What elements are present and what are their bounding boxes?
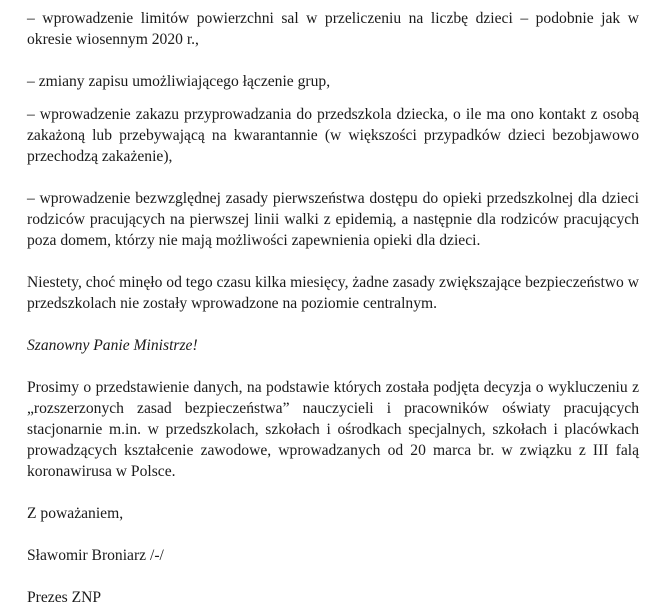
bullet-priority-access: – wprowadzenie bezwzględnej zasady pierwszeństwa dostępu do opieki przedszkolnej dla dzieci rodziców pracujących na pierwszej linii walki z epidemią, a następnie dla rodziców pracujących poza domem, którzy nie mają możliwości zapewnienia opieki dla dzieci.: [27, 190, 639, 249]
paragraph-request: Prosimy o przedstawienie danych, na podstawie których została podjęta decyzja o wykluczeniu z „rozszerzonych zasad bezpieczeństwa” nauczycieli i pracowników oświaty pracujących stacjonarnie m.in. w przedszkolach, szkołach i ośrodkach specjalnych, szkołach i placówkach prowadzących kształcenie zawodowe, wprowadzanych od 20 marca br. w związku z III falą koronawirusa w Polsce.: [27, 379, 639, 480]
bullet-contact-ban: – wprowadzenie zakazu przyprowadzania do przedszkola dziecka, o ile ma ono kontakt z osobą zakażoną lub przebywającą na kwarantannie (w większości przypadków dzieci bezobjawowo przechodzą zakażenie),: [27, 106, 639, 165]
closing: Z poważaniem,: [27, 505, 124, 522]
signature-name: Sławomir Broniarz /-/: [27, 547, 164, 564]
letter-page: [27, 0, 639, 608]
paragraph-unfortunately: Niestety, choć minęło od tego czasu kilka miesięcy, żadne zasady zwiększające bezpieczeństwo w przedszkolach nie zostały wprowadzone na poziomie centralnym.: [27, 274, 639, 312]
bullet-group-merging: – zmiany zapisu umożliwiającego łączenie grup,: [27, 73, 331, 90]
signature-title: Prezes ZNP: [27, 589, 102, 606]
bullet-room-limits: – wprowadzenie limitów powierzchni sal w przeliczeniu na liczbę dzieci – podobnie jak w okresie wiosennym 2020 r.,: [27, 10, 639, 48]
salutation: Szanowny Panie Ministrze!: [27, 337, 198, 354]
